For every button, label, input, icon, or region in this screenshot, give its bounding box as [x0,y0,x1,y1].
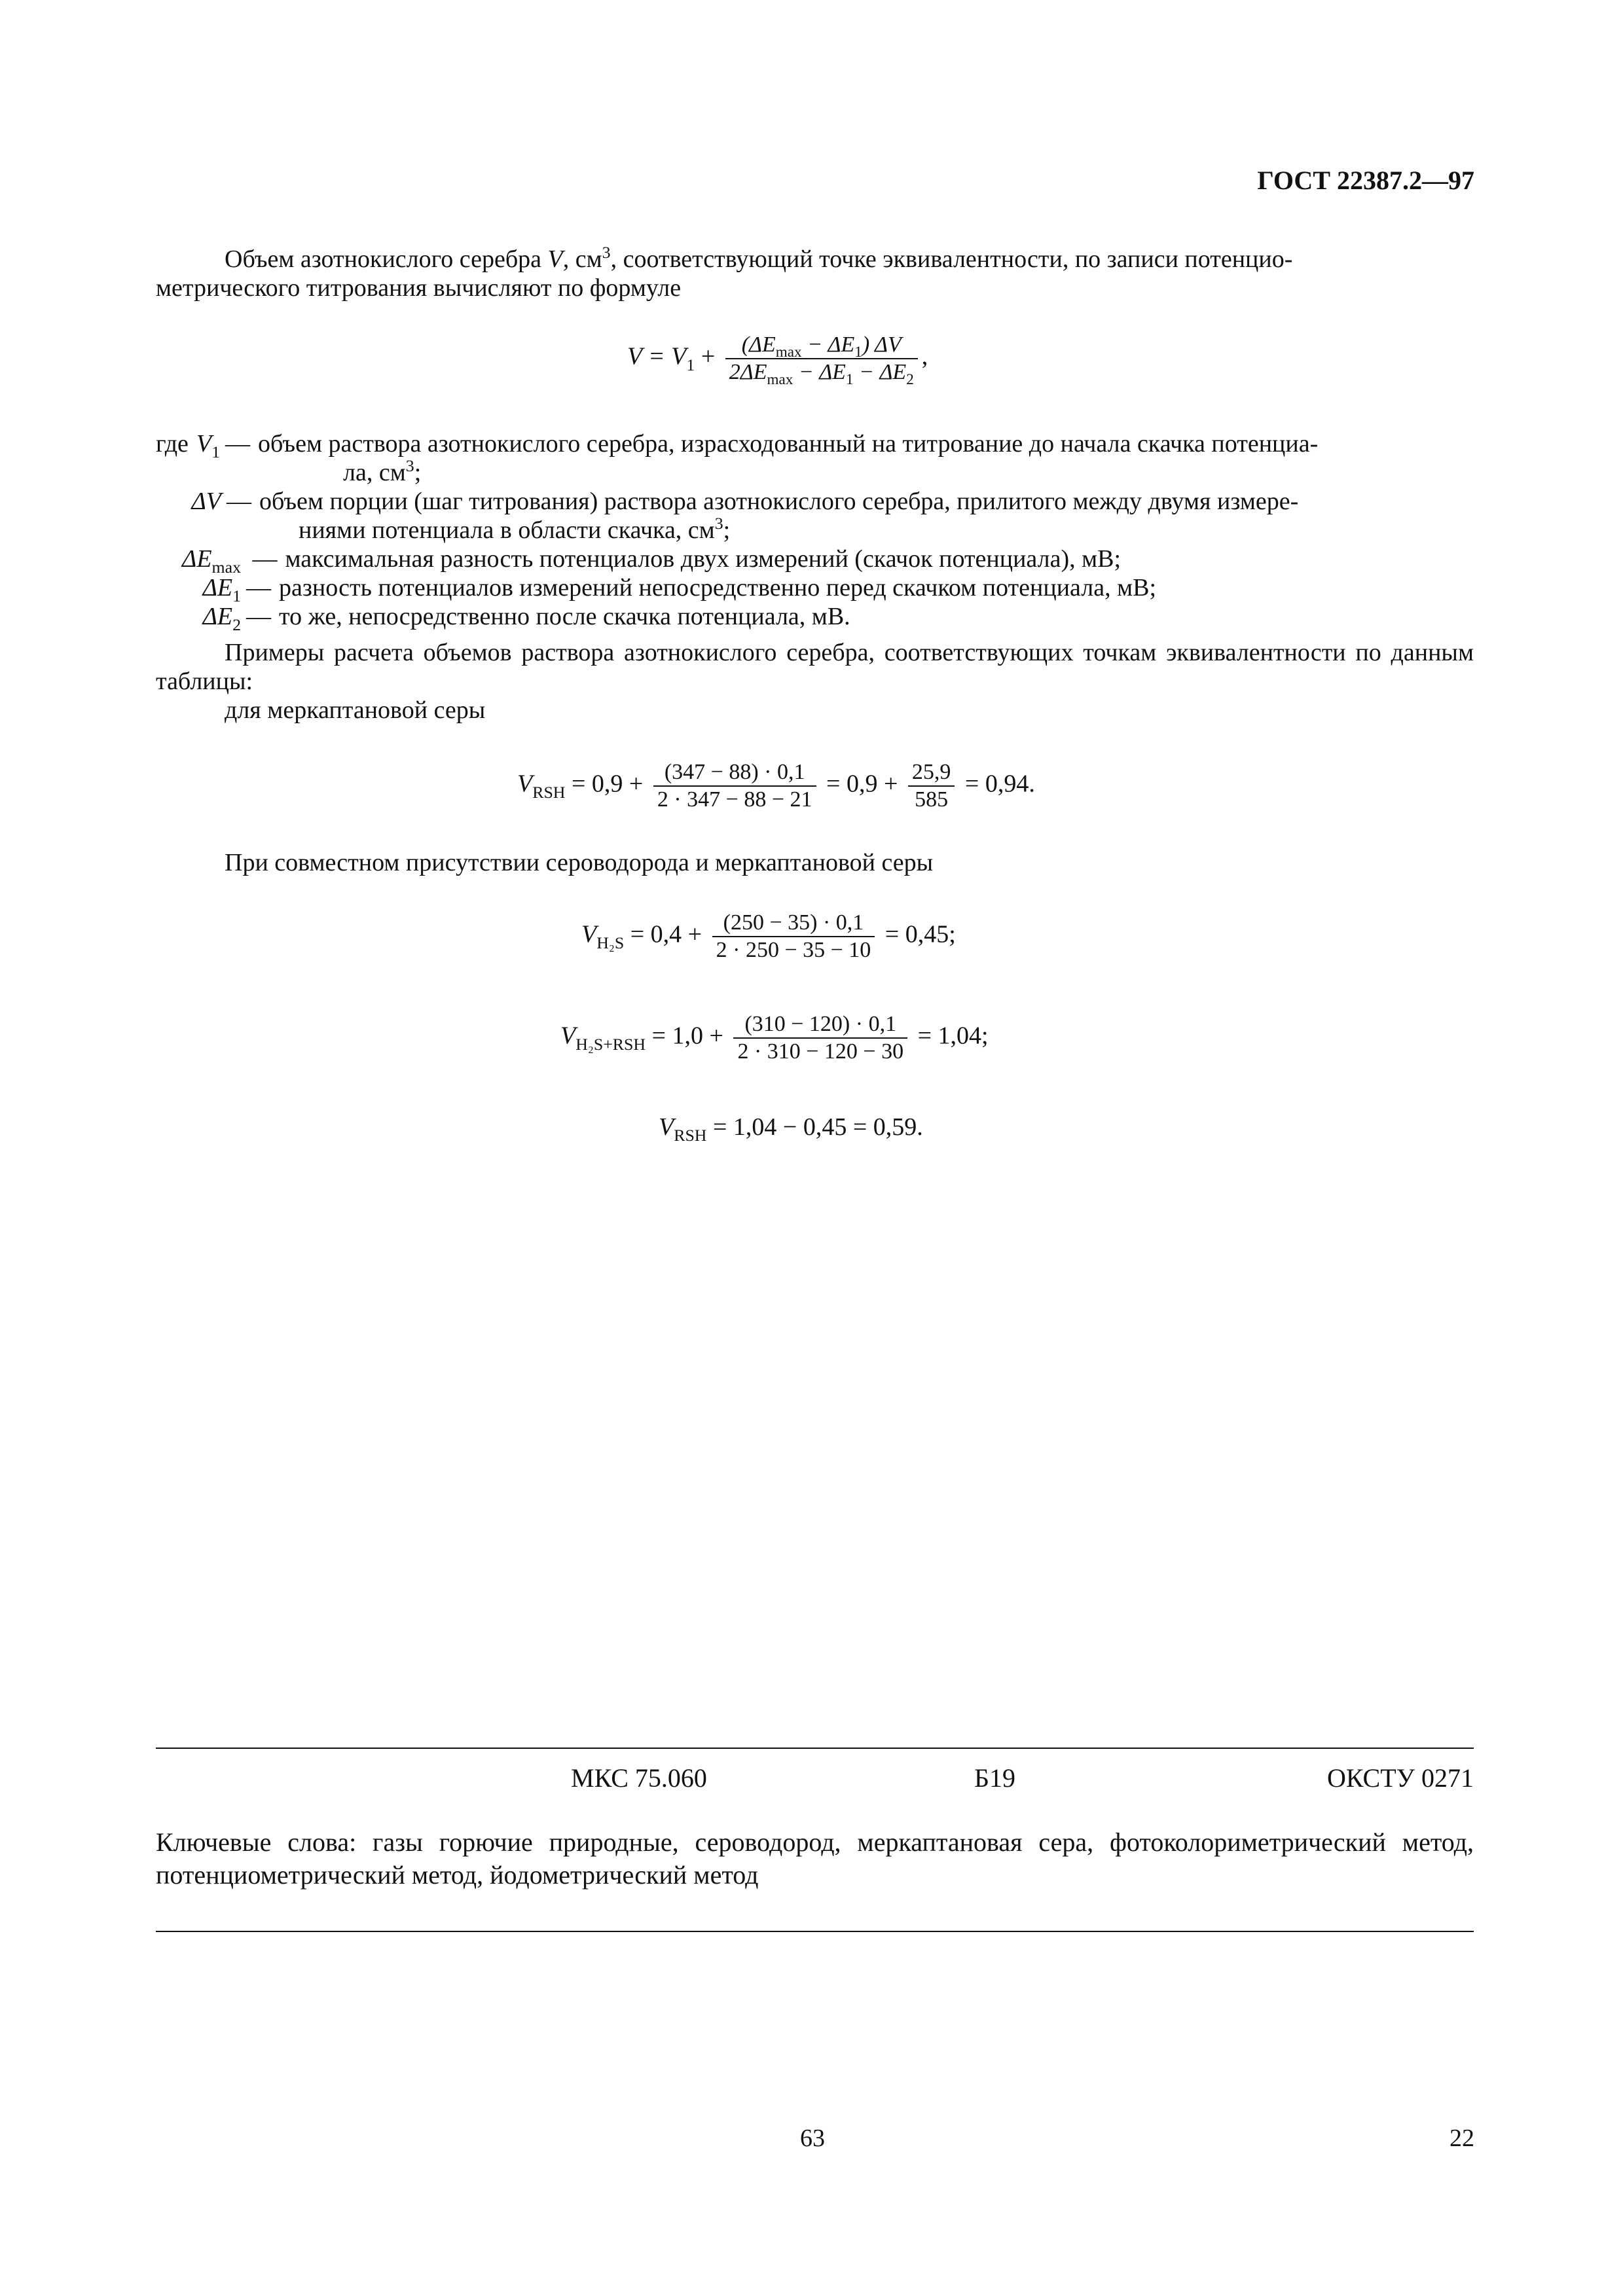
formula-main-lhs: V = V [627,342,687,370]
joint-paragraph [156,848,1474,877]
legend-item: $\Delta E_2$ — то же, непосредственно после скачка потенциала, мВ. [156,602,1474,631]
formula-rsh-denominator: 2 · 347 − 88 − 21 [657,787,812,812]
legend-def: то же, непосредственно после скачка потенциала, мВ. [279,603,850,630]
formula-rsh-eq2: = 0,9 + [826,770,898,798]
formula-rsh-numerator-2: 25,9 [908,759,955,787]
legend-term: ΔE [202,603,233,630]
page-number-right: 22 [1450,2125,1474,2152]
bottom-rule [156,1931,1474,1932]
formula-rsh-2: $V_{RSH} = 1,04 - 0,45 = 0,59$. [659,1113,923,1145]
intro-line-1: Объем азотнокислого серебра V, $см^3$, соответствующий точке эквивалентности, по записи потенцио- [225,242,1293,273]
legend-term: ΔE [182,545,212,573]
intro-text: Объем азотнокислого серебра [225,245,542,273]
b-code: Б19 [974,1763,1015,1793]
formula-main-denominator: $2\Delta E_{max} - \Delta E_1 - \Delta E_2$ [729,360,914,389]
top-rule [156,1748,1474,1749]
formula-main-tail: , [921,342,928,370]
formula-rsh-eq1: = 0,9 + [571,770,644,798]
okstu-code: ОКСТУ 0271 [1326,1763,1474,1793]
legend-term: V [196,430,212,457]
formula-main [627,332,928,389]
legend-term: ΔE [202,574,233,601]
intro-text-rest: , соответствующий точке эквивалентности, по записи потенцио- [610,245,1293,273]
legend-def: максимальная разность потенциалов двух измерений (скачок потенциала), мВ; [285,545,1122,573]
intro-line-2: метрического титрования вычисляют по формуле [156,274,682,302]
formula-h2s-denominator: 2 · 250 − 35 − 10 [716,938,871,962]
mks-code: МКС 75.060 [571,1763,707,1793]
legend-def: объем раствора азотнокислого серебра, израсходованный на титрование до начала скачка потенциа- ла, $см^3$; [258,430,1319,486]
legend-item: $\Delta E_{max}$ — максимальная разность потенциалов двух измерений (скачок потенциала), мВ; [156,545,1474,573]
intro-var: V [547,245,563,273]
formula-main-fraction [725,332,918,389]
formula-h2s-rsh: $V_{H_2S+RSH} = 1,0$ + $\frac{(310 - 120) \cdot 0,1}{2 \cdot 310 - 120 - 30}$ = 1,04; [560,1012,989,1064]
formula-h2s-eq1: = 0,4 + [630,920,702,948]
legend-term-sub: 1 [211,442,221,462]
legend-term: ΔV [191,488,221,515]
legend-item: ΔV — объем порции (шаг титрования) раствора азотнокислого серебра, прилитого между двумя измере- ниями потенциала в области скачка, $см^3$; [156,487,1474,545]
page-number-center: 63 [800,2125,825,2152]
formula-h2s: $V_{H_2S} = 0,4$ + $\frac{(250 - 35) \cdot 0,1}{2 \cdot 250 - 35 - 10}$ = 0,45; [581,910,956,962]
legend-item: где $V_1$ — объем раствора азотнокислого серебра, израсходованный на титрование до начала скачка потенциа- ла, $см^3$; [156,429,1474,487]
mercaptan-label: для меркаптановой серы [225,696,486,724]
formula-h2s-numerator: (250 − 35) · 0,1 [712,910,875,937]
formula-main-plus: + [701,342,716,370]
legend-where: где [156,430,189,457]
joint-label: При совместном присутствии сероводорода и меркаптановой серы [225,849,934,876]
formula-rsh-fraction-2 [908,759,955,813]
formula-rsh-numerator: (347 − 88) · 0,1 [653,759,816,787]
formula-main-numerator: $(\Delta E_{max} - \Delta E_1)$ ΔV [725,332,918,359]
formula-rsh-denominator-2: 585 [915,787,949,812]
legend-def: разность потенциалов измерений непосредственно перед скачком потенциала, мВ; [279,574,1157,601]
formula-rsh-result: = 0,94. [964,770,1035,798]
formula-h2s-rsh-denominator: 2 · 310 − 120 − 30 [737,1039,904,1064]
formula-rsh-fraction [653,759,816,813]
formula-rsh: $V_{RSH} = 0,9$ + $\frac{(347 - 88) \cdot 0,1}{2 \cdot 347 - 88 - 21}$ = 0,9 + $\frac{25,9}{585}$ = 0,94. [517,760,1035,812]
formula-h2s-rsh-numerator: (310 − 120) · 0,1 [733,1011,907,1039]
intro-unit-exp: 3 [602,242,611,262]
intro-unit: см [575,245,602,273]
legend-def: объем порции (шаг титрования) раствора азотнокислого серебра, прилитого между двумя измере- ниями потенциала в области скачка, $см^3$; [259,488,1299,544]
formula-h2s-result: = 0,45; [884,920,956,948]
legend-item: $\Delta E_1$ — разность потенциалов измерений непосредственно перед скачком потенциала, мВ; [156,573,1474,602]
formula-main-lhs-sub: 1 [686,355,695,374]
keywords: Ключевые слова: газы горючие природные, сероводород, меркаптановая сера, фотоколориметрический метод, потенциометрический метод, йодометрический метод [156,1827,1474,1890]
examples-text: Примеры расчета объемов раствора азотнокислого серебра, соответствующих точкам эквивалентности по данным таблицы: [156,639,1474,695]
formula-h2s-fraction [712,910,875,963]
formula-rsh-2-rhs: = 1,04 − 0,45 = 0,59. [712,1113,923,1141]
intro-paragraph [156,242,1474,302]
standard-id: ГОСТ 22387.2—97 [1257,166,1474,195]
examples-paragraph [156,638,1474,725]
legend [156,429,1474,635]
formula-h2s-rsh-fraction [733,1011,907,1065]
formula-h2s-rsh-eq1: = 1,0 + [651,1022,723,1050]
formula-h2s-rsh-result: = 1,04; [917,1022,989,1050]
